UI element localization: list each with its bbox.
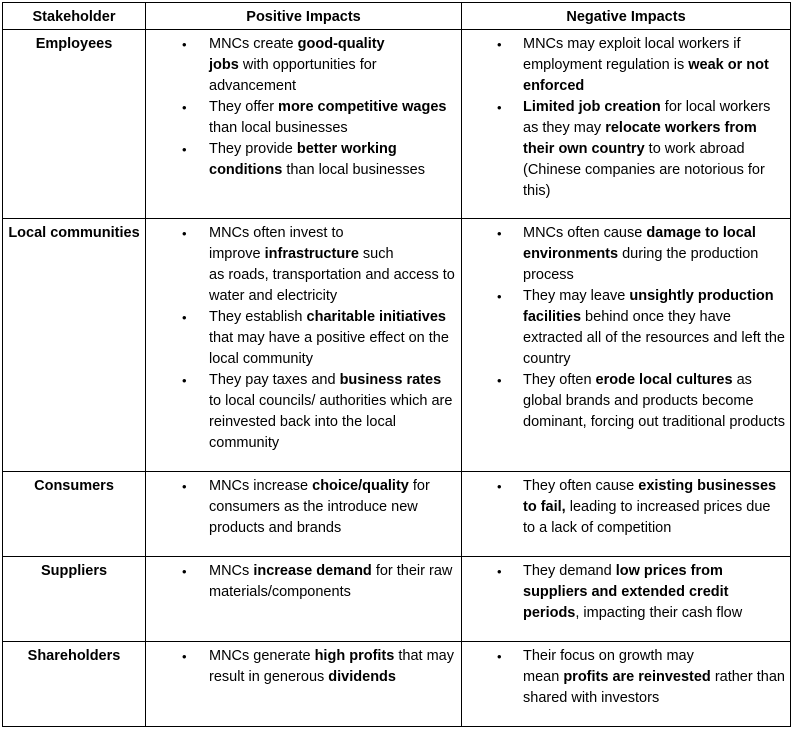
negative-impact-list bbox=[462, 34, 786, 202]
negative-impact-list bbox=[462, 561, 786, 624]
positive-impact-list bbox=[146, 561, 457, 603]
negative-cell bbox=[462, 30, 791, 219]
text: MNCs may exploit local workers if employment regulation is bbox=[523, 36, 741, 73]
list-item bbox=[462, 561, 786, 624]
list-item bbox=[462, 34, 786, 97]
negative-cell bbox=[462, 219, 791, 472]
positive-impact-list bbox=[146, 476, 457, 539]
bold-text: infrastructure bbox=[264, 246, 359, 262]
bold-text: charitable initiatives bbox=[306, 309, 446, 325]
bold-text: choice/quality bbox=[312, 478, 409, 494]
list-item bbox=[146, 370, 457, 454]
text: that may have a positive effect on the local community bbox=[209, 330, 449, 367]
list-item bbox=[146, 646, 457, 688]
bold-text: more competitive wages bbox=[278, 99, 447, 115]
text: improve bbox=[209, 246, 265, 262]
text: to work abroad (Chinese companies are notorious for this) bbox=[523, 141, 765, 199]
text: They demand bbox=[523, 563, 616, 579]
text: as roads, transportation and access to water and electricity bbox=[209, 267, 455, 304]
bold-text: profits are reinvested bbox=[563, 669, 711, 685]
list-item bbox=[462, 646, 786, 709]
text: They establish bbox=[209, 309, 307, 325]
text: MNCs often invest to bbox=[209, 225, 344, 241]
header-row bbox=[3, 3, 791, 30]
bullet-icon: • bbox=[497, 226, 502, 241]
list-item bbox=[462, 476, 786, 539]
bullet-icon: • bbox=[182, 564, 187, 579]
bold-text: unsightly production facilities bbox=[523, 288, 774, 325]
text: MNCs create bbox=[209, 36, 298, 52]
table-row bbox=[3, 642, 791, 727]
text: , impacting their cash flow bbox=[575, 605, 743, 621]
list-item bbox=[462, 286, 786, 370]
list-item bbox=[146, 34, 457, 97]
text: for consumers as the introduce new products and brands bbox=[209, 478, 430, 536]
text: MNCs generate bbox=[209, 648, 315, 664]
text: They often bbox=[523, 372, 596, 388]
negative-cell bbox=[462, 472, 791, 557]
list-item bbox=[146, 307, 457, 370]
text: MNCs often cause bbox=[523, 225, 647, 241]
text: such bbox=[358, 246, 394, 262]
bullet-icon: • bbox=[182, 142, 187, 157]
stakeholder-cell: Employees bbox=[3, 30, 146, 219]
list-item bbox=[462, 97, 786, 202]
bullet-icon: • bbox=[497, 37, 502, 52]
bullet-icon: • bbox=[182, 100, 187, 115]
header-stakeholder: Stakeholder bbox=[3, 3, 146, 30]
bullet-icon: • bbox=[497, 100, 502, 115]
bold-text: weak or not enforced bbox=[523, 57, 769, 94]
table-row bbox=[3, 219, 791, 472]
bullet-icon: • bbox=[182, 649, 187, 664]
bullet-icon: • bbox=[182, 37, 187, 52]
table-row bbox=[3, 472, 791, 557]
text: Their focus on growth may bbox=[523, 648, 694, 664]
negative-impact-list bbox=[462, 223, 786, 433]
text: MNCs increase bbox=[209, 478, 313, 494]
bullet-icon: • bbox=[497, 479, 502, 494]
bold-text: existing businesses to fail, bbox=[523, 478, 777, 515]
bullet-icon: • bbox=[497, 564, 502, 579]
bullet-icon: • bbox=[182, 226, 187, 241]
list-item bbox=[146, 476, 457, 539]
bold-text: better working conditions bbox=[209, 141, 397, 178]
text: during the production process bbox=[523, 246, 759, 283]
bold-text: Limited job creation bbox=[523, 99, 661, 115]
text: They often cause bbox=[523, 478, 639, 494]
negative-cell bbox=[462, 642, 791, 727]
header-positive: Positive Impacts bbox=[146, 3, 462, 30]
impacts-table bbox=[2, 2, 791, 727]
bullet-icon: • bbox=[182, 373, 187, 388]
positive-cell bbox=[146, 30, 462, 219]
stakeholder-cell: Shareholders bbox=[3, 642, 146, 727]
list-item bbox=[462, 223, 786, 286]
bold-text: high profits bbox=[314, 648, 395, 664]
text: They provide bbox=[209, 141, 297, 157]
negative-cell bbox=[462, 557, 791, 642]
text: MNCs bbox=[209, 563, 254, 579]
stakeholder-cell: Suppliers bbox=[3, 557, 146, 642]
stakeholder-cell: Consumers bbox=[3, 472, 146, 557]
text: They pay taxes and bbox=[209, 372, 340, 388]
bold-text: low prices from suppliers and extended credit periods bbox=[523, 563, 729, 621]
positive-cell bbox=[146, 219, 462, 472]
positive-impact-list bbox=[146, 646, 457, 688]
positive-cell bbox=[146, 472, 462, 557]
text: than local businesses bbox=[282, 162, 425, 178]
negative-impact-list bbox=[462, 476, 786, 539]
positive-cell bbox=[146, 642, 462, 727]
text: than local businesses bbox=[209, 120, 348, 136]
text: They offer bbox=[209, 99, 279, 115]
negative-impact-list bbox=[462, 646, 786, 709]
bullet-icon: • bbox=[182, 310, 187, 325]
text: that may result in generous bbox=[209, 648, 454, 685]
list-item bbox=[462, 370, 786, 433]
text: They may leave bbox=[523, 288, 630, 304]
bold-text: increase demand bbox=[253, 563, 372, 579]
bold-text: damage to local environments bbox=[523, 225, 756, 262]
header-negative: Negative Impacts bbox=[462, 3, 791, 30]
positive-cell bbox=[146, 557, 462, 642]
bullet-icon: • bbox=[182, 479, 187, 494]
text: leading to increased prices due to a lack of competition bbox=[523, 499, 771, 536]
bullet-icon: • bbox=[497, 373, 502, 388]
text: to local councils/ authorities which are reinvested back into the local community bbox=[209, 393, 453, 451]
bold-text: good-quality bbox=[297, 36, 385, 52]
text: as global brands and products become dominant, forcing out traditional products bbox=[523, 372, 785, 430]
stakeholder-cell: Local communities bbox=[3, 219, 146, 472]
bold-text: dividends bbox=[328, 669, 396, 685]
bold-text: jobs bbox=[209, 57, 239, 73]
table-row bbox=[3, 30, 791, 219]
text: for their raw materials/components bbox=[209, 563, 453, 600]
bullet-icon: • bbox=[497, 289, 502, 304]
bullet-icon: • bbox=[497, 649, 502, 664]
list-item bbox=[146, 139, 457, 181]
bold-text: business rates bbox=[339, 372, 442, 388]
bold-text: erode local cultures bbox=[595, 372, 733, 388]
text: with opportunities for advancement bbox=[209, 57, 377, 94]
text: rather than shared with investors bbox=[523, 669, 785, 706]
list-item bbox=[146, 561, 457, 603]
positive-impact-list bbox=[146, 34, 457, 181]
text: behind once they have extracted all of the resources and left the country bbox=[523, 309, 785, 367]
positive-impact-list bbox=[146, 223, 457, 454]
list-item bbox=[146, 223, 457, 307]
table-row bbox=[3, 557, 791, 642]
text: mean bbox=[523, 669, 564, 685]
text: for local workers as they may bbox=[523, 99, 771, 136]
list-item bbox=[146, 97, 457, 139]
bold-text: relocate workers from their own country bbox=[523, 120, 757, 157]
